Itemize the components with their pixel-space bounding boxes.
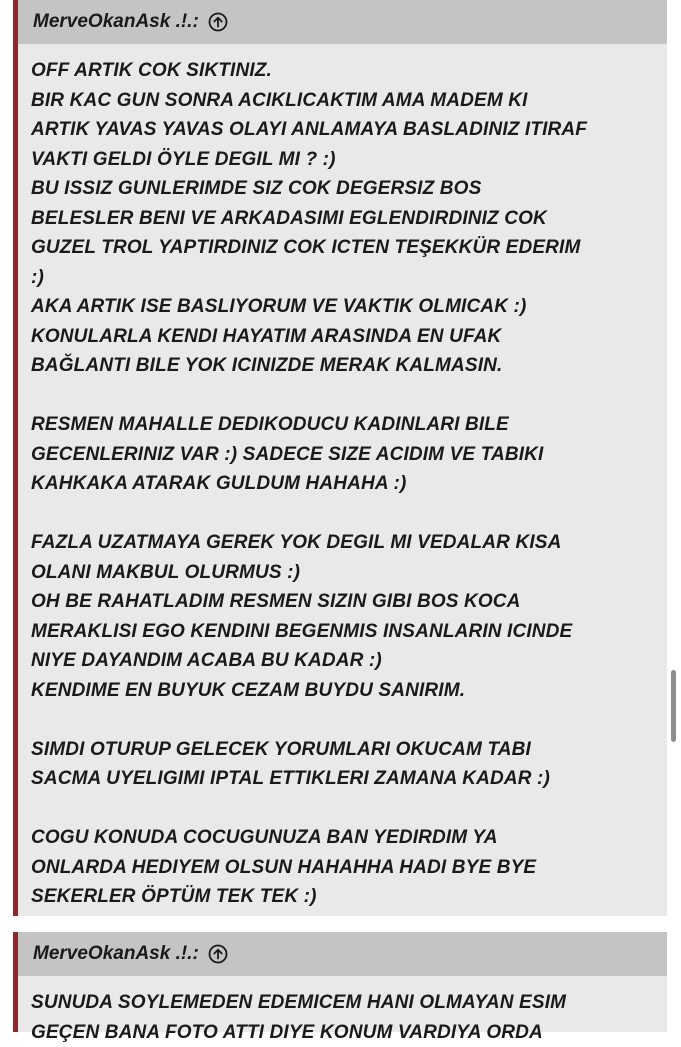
forum-post	[13, 0, 667, 916]
post-line: SIMDI OTURUP GELECEK YORUMLARI OKUCAM TABI	[31, 735, 653, 765]
post-paragraph	[31, 823, 653, 912]
post-line: BU ISSIZ GUNLERIMDE SIZ COK DEGERSIZ BOS	[31, 174, 653, 204]
post-paragraph	[31, 56, 653, 381]
post-line: AKA ARTIK ISE BASLIYORUM VE VAKTIK OLMICAK :)	[31, 292, 653, 322]
post-line: RESMEN MAHALLE DEDIKODUCU KADINLARI BILE	[31, 410, 653, 440]
post-line: SACMA UYELIGIMI IPTAL ETTIKLERI ZAMANA KADAR :)	[31, 764, 653, 794]
arrow-up-circle-icon[interactable]	[208, 944, 228, 964]
post-line: VAKTI GELDI ÖYLE DEGIL MI ? :)	[31, 145, 653, 175]
post-body	[18, 44, 667, 912]
post-username[interactable]: MerveOkanAsk .!.:	[33, 943, 199, 965]
post-paragraph	[31, 410, 653, 499]
post-line: GEÇEN BANA FOTO ATTI DIYE KONUM VARDIYA ORDA	[31, 1018, 653, 1047]
post-line: KAHKAKA ATARAK GULDUM HAHAHA :)	[31, 469, 653, 499]
arrow-up-circle-icon[interactable]	[208, 12, 228, 32]
post-line: SUNUDA SOYLEMEDEN EDEMICEM HANI OLMAYAN ESIM	[31, 988, 653, 1018]
post-line: :)	[31, 263, 653, 293]
post-line: OH BE RAHATLADIM RESMEN SIZIN GIBI BOS KOCA	[31, 587, 653, 617]
post-paragraph	[31, 735, 653, 794]
post-line: GUZEL TROL YAPTIRDINIZ COK ICTEN TEŞEKKÜR EDERIM	[31, 233, 653, 263]
post-line: SEKERLER ÖPTÜM TEK TEK :)	[31, 882, 653, 912]
post-line: ARTIK YAVAS YAVAS OLAYI ANLAMAYA BASLADINIZ ITIRAF	[31, 115, 653, 145]
post-line: KONULARLA KENDI HAYATIM ARASINDA EN UFAK	[31, 322, 653, 352]
post-line: OLANI MAKBUL OLURMUS :)	[31, 558, 653, 588]
post-line: COGU KONUDA COCUGUNUZA BAN YEDIRDIM YA	[31, 823, 653, 853]
post-paragraph	[31, 528, 653, 705]
post-line: KENDIME EN BUYUK CEZAM BUYDU SANIRIM.	[31, 676, 653, 706]
post-line: OFF ARTIK COK SIKTINIZ.	[31, 56, 653, 86]
post-line: GECENLERINIZ VAR :) SADECE SIZE ACIDIM VE TABIKI	[31, 440, 653, 470]
post-header	[18, 932, 667, 976]
post-paragraph	[31, 988, 653, 1047]
post-body	[18, 976, 667, 1047]
post-header	[18, 0, 667, 44]
post-line: FAZLA UZATMAYA GEREK YOK DEGIL MI VEDALAR KISA	[31, 528, 653, 558]
post-line: MERAKLISI EGO KENDINI BEGENMIS INSANLARIN ICINDE	[31, 617, 653, 647]
forum-post	[13, 932, 667, 1032]
post-line: BAĞLANTI BILE YOK ICINIZDE MERAK KALMASIN.	[31, 351, 653, 381]
scrollbar-thumb[interactable]	[671, 670, 676, 742]
post-line: NIYE DAYANDIM ACABA BU KADAR :)	[31, 646, 653, 676]
post-line: BELESLER BENI VE ARKADASIMI EGLENDIRDINIZ COK	[31, 204, 653, 234]
post-line: BIR KAC GUN SONRA ACIKLICAKTIM AMA MADEM KI	[31, 86, 653, 116]
post-username[interactable]: MerveOkanAsk .!.:	[33, 11, 199, 33]
post-line: ONLARDA HEDIYEM OLSUN HAHAHHA HADI BYE BYE	[31, 853, 653, 883]
